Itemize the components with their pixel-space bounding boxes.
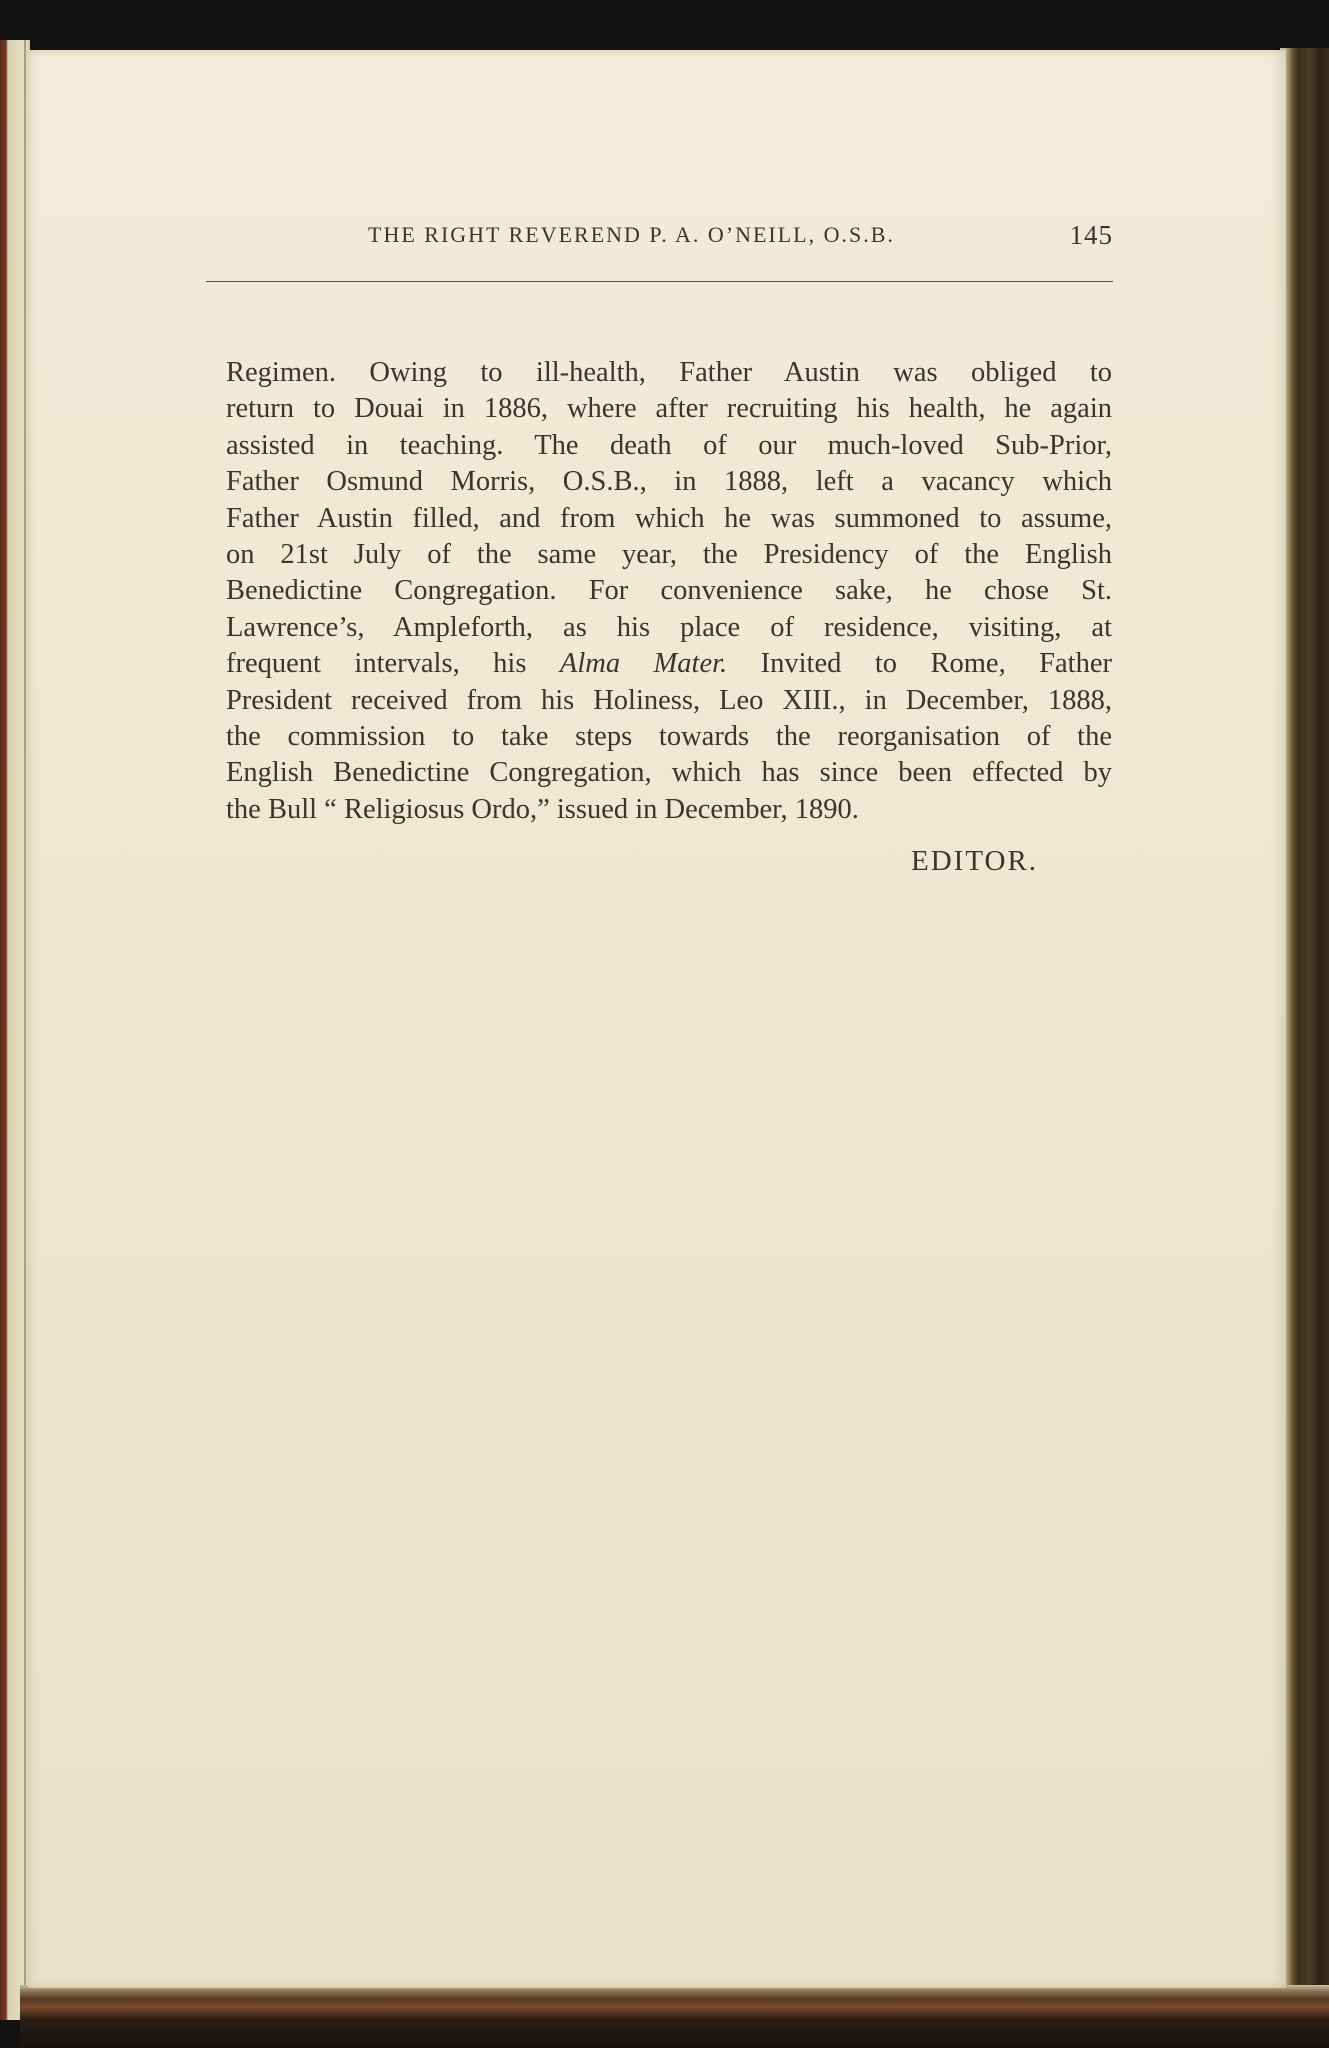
italic-title-alma-mater: Alma Mater. bbox=[559, 648, 728, 680]
editor-signature: EDITOR. bbox=[911, 845, 1039, 877]
left-binding-edge bbox=[0, 40, 30, 2020]
book-page bbox=[28, 50, 1286, 1988]
text-line-with-italic bbox=[226, 646, 1112, 682]
text-line: the Bull “ Religiosus Ordo,” issued in December, 1890. bbox=[226, 793, 859, 825]
text-line: Lawrence’s, Ampleforth, as his place of residence, visiting, at bbox=[226, 611, 1112, 643]
text-fragment: frequent intervals, his bbox=[226, 648, 560, 680]
text-line: English Benedictine Congregation, which has since been effected by bbox=[226, 757, 1112, 789]
text-line: Father Austin filled, and from which he was summoned to assume, bbox=[226, 502, 1112, 534]
right-book-edge bbox=[1280, 48, 1329, 2028]
body-paragraph bbox=[226, 355, 1112, 828]
text-line: assisted in teaching. The death of our much-loved Sub-Prior, bbox=[226, 429, 1112, 461]
text-line: Benedictine Congregation. For convenience sake, he chose St. bbox=[226, 575, 1112, 607]
left-page-stack-line bbox=[24, 40, 26, 2020]
page-number: 145 bbox=[1069, 220, 1113, 250]
text-line: President received from his Holiness, Leo XIII., in December, 1888, bbox=[226, 684, 1112, 716]
text-line: Father Osmund Morris, O.S.B., in 1888, left a vacancy which bbox=[226, 466, 1112, 498]
text-line: the commission to take steps towards the reorganisation of the bbox=[226, 720, 1112, 752]
text-line: return to Douai in 1886, where after recruiting his health, he again bbox=[226, 393, 1112, 425]
running-head bbox=[196, 220, 1113, 260]
header-rule bbox=[206, 281, 1113, 282]
text-line: on 21st July of the same year, the Presidency of the English bbox=[226, 538, 1112, 570]
running-title: THE RIGHT REVEREND P. A. O’NEILL, O.S.B. bbox=[368, 222, 895, 247]
text-line: Regimen. Owing to ill-health, Father Austin was obliged to bbox=[226, 357, 1112, 388]
bottom-book-edge bbox=[20, 1985, 1329, 2048]
text-fragment: Invited to Rome, Father bbox=[727, 648, 1112, 680]
